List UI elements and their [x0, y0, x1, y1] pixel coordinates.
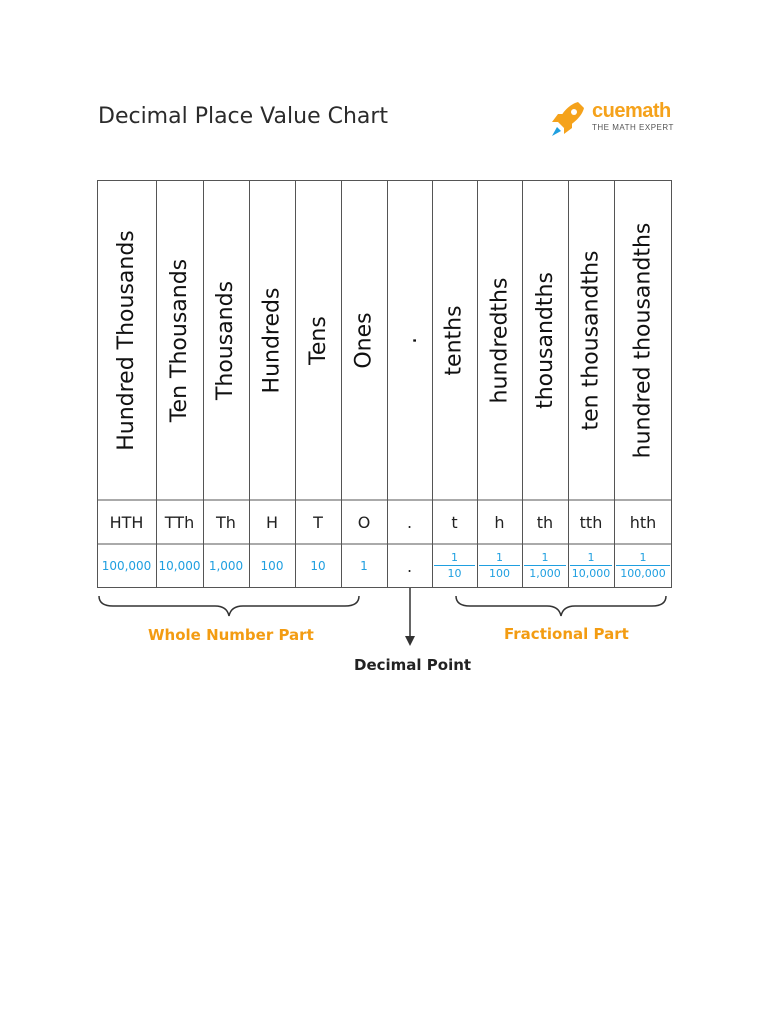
abbr-t: t [451, 512, 458, 532]
fraction-ten-thousandth: 1 10,000 [571, 551, 611, 580]
abbr-hth: hth [629, 512, 657, 532]
value-1: 1 [360, 559, 368, 573]
abbr-h: h [494, 512, 505, 532]
decimal-point-arrow [400, 588, 420, 650]
abbr-t-upper: T [313, 512, 323, 532]
fractional-brace [454, 594, 668, 620]
col-head-ten-thousands: Ten Thousands [167, 258, 192, 422]
value-10: 10 [310, 559, 326, 573]
col-head-thousandths: thousandths [532, 271, 558, 409]
abbr-th-upper: Th [216, 512, 236, 532]
logo-name: cuemath [592, 100, 671, 122]
fraction-hundredth: 1 100 [479, 546, 520, 586]
page-title: Decimal Place Value Chart [98, 104, 389, 129]
col-head-ones: Ones [351, 311, 377, 369]
logo-tagline: THE MATH EXPERT [592, 123, 674, 132]
abbr-o: O [357, 512, 371, 532]
value-100000: 100,000 [101, 559, 152, 573]
abbr-th: th [536, 512, 554, 532]
whole-number-label: Whole Number Part [148, 626, 314, 644]
value-1000: 1,000 [208, 559, 244, 573]
abbr-h-upper: H [265, 512, 279, 532]
col-head-hundred-thousandths: hundred thousandths [630, 222, 656, 458]
abbr-tth: tth [579, 512, 603, 532]
fraction-tenth: 1 10 [434, 546, 475, 586]
col-head-decimal-point: . [397, 336, 422, 344]
col-head-tenths: tenths [442, 304, 468, 376]
abbr-hth-upper: HTH [109, 512, 144, 532]
col-head-hundredths: hundredths [487, 277, 513, 403]
value-100: 100 [260, 559, 284, 573]
col-head-tens: Tens [305, 315, 331, 365]
col-head-thousands: Thousands [213, 280, 239, 400]
decimal-point-label: Decimal Point [354, 656, 472, 674]
col-head-hundred-thousands: Hundred Thousands [114, 229, 139, 451]
value-dot: . [406, 556, 413, 576]
fractional-label: Fractional Part [504, 625, 629, 643]
abbr-tth-upper: TTh [164, 512, 195, 532]
cuemath-logo [548, 98, 678, 140]
fraction-hundred-thousandth: 1 100,000 [616, 546, 670, 586]
col-head-ten-thousandths: ten thousandths [578, 250, 604, 430]
col-head-hundreds: Hundreds [259, 287, 285, 393]
value-10000: 10,000 [158, 559, 201, 573]
abbr-dot: . [406, 512, 413, 532]
whole-number-brace [97, 594, 361, 620]
fraction-thousandth: 1 1,000 [524, 546, 566, 586]
place-value-table [97, 180, 672, 588]
rocket-icon [548, 100, 586, 140]
